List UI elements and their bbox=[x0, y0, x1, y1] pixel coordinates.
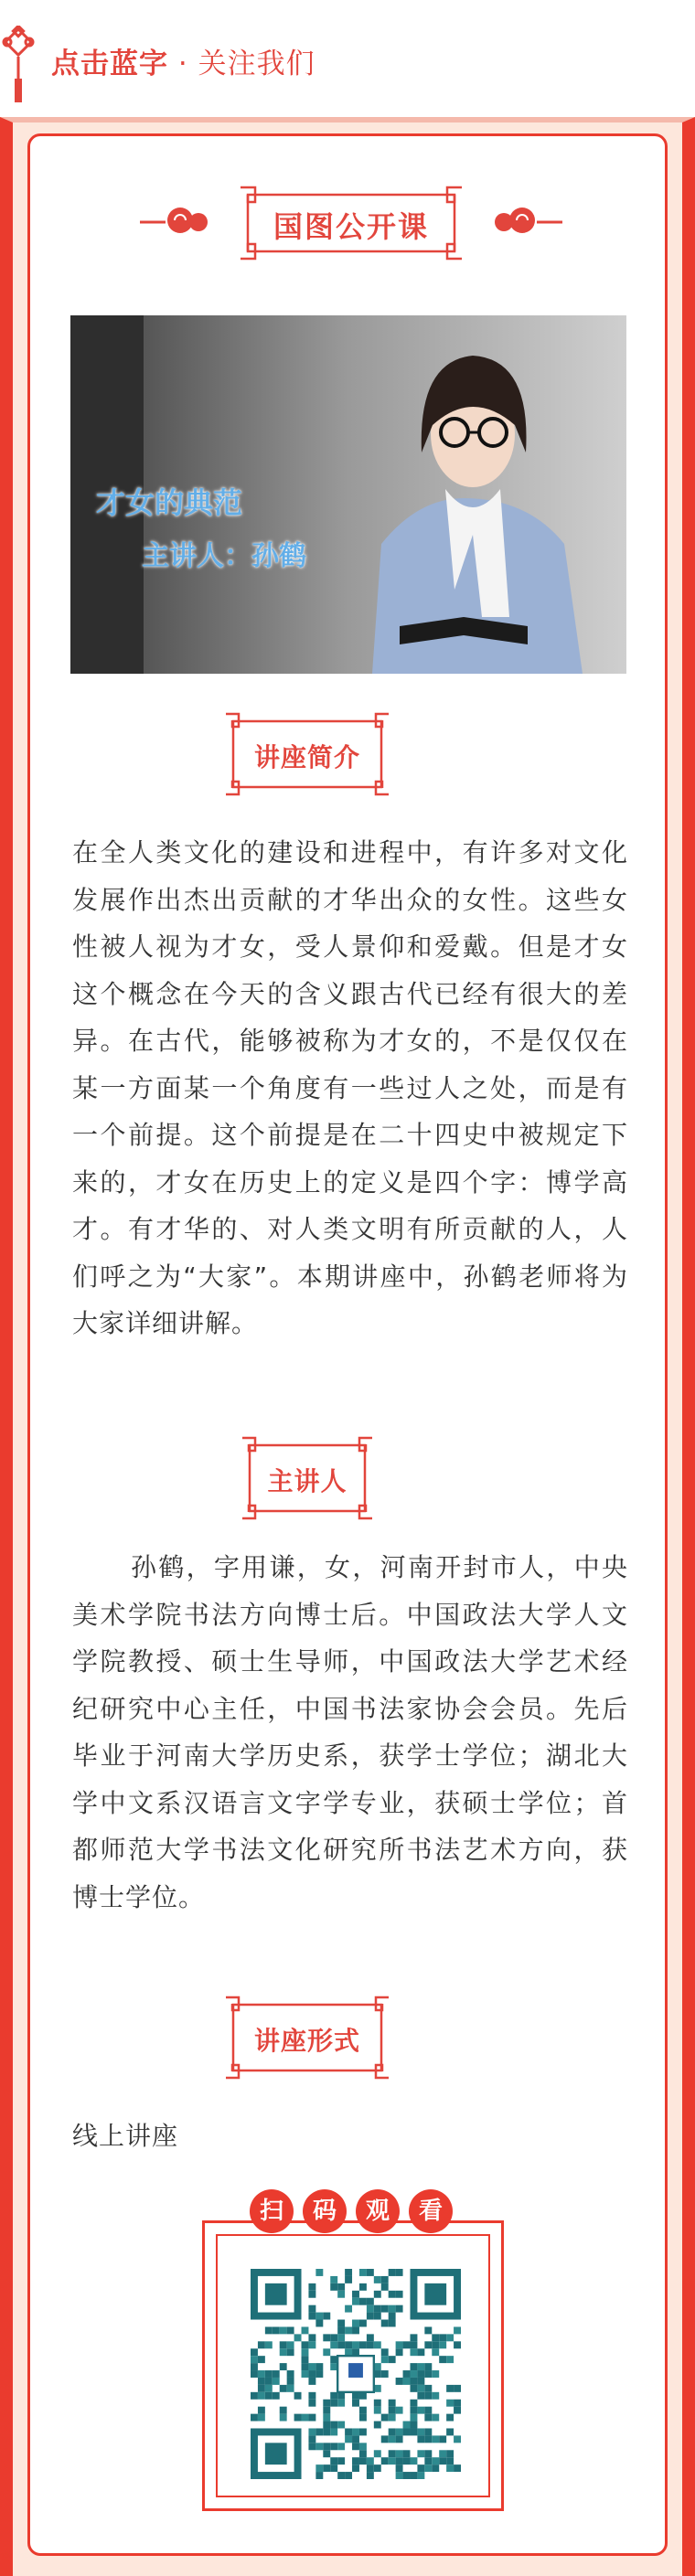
page-title: 国图公开课 bbox=[273, 209, 429, 244]
format-text: 线上讲座 bbox=[72, 2121, 179, 2151]
format-heading: 讲座形式 bbox=[253, 2026, 360, 2056]
intro-paragraph: 在全人类文化的建设和进程中，有许多对文化发展作出杰出贡献的才华出众的女性。这些女性被人视为才女，受人景仰和爱戴。但是才女这个概念在今天的含义跟古代已经有很大的差异。在古代，能够被称为才女的，不是仅仅在某一方面某一个角度有一些过人之处，而是有一个前提。这个前提是在二十四史中被规定下来的，才女在历史上的定义是四个字：博学高才。有才华的、对人类文明有所贡献的人，人们呼之为“大家”。本期讲座中，孙鹤老师将为大家详细讲解。 bbox=[72, 837, 628, 1338]
qr-inner-border bbox=[216, 2234, 490, 2497]
title-ornament-box bbox=[239, 186, 464, 261]
speaker-paragraph: 孙鹤，字用谦，女，河南开封市人，中央美术学院书法方向博士后。中国政法大学人文学院教授、硕士生导师，中国政法大学艺术经纪研究中心主任，中国书法家协会会员。先后毕业于河南大学历史系，获学士学位；湖北大学中文系汉语言文字学专业，获硕士学位；首都师范大学书法文化研究所书法艺术方向，获博士学位。 bbox=[72, 1552, 628, 1912]
heading-ornament-box bbox=[241, 1434, 374, 1522]
follow-us-banner[interactable] bbox=[51, 40, 315, 81]
heading-ornament-box bbox=[224, 710, 390, 798]
heading-ornament-box bbox=[224, 1994, 390, 2081]
follow-text: 关注我们 bbox=[198, 48, 315, 80]
section-format-heading bbox=[30, 1994, 670, 2081]
top-header bbox=[0, 0, 695, 117]
section-speaker-heading bbox=[30, 1434, 670, 1522]
qr-label-char: 码 bbox=[303, 2189, 347, 2233]
section-intro-heading bbox=[30, 710, 670, 798]
scan-to-watch-label bbox=[250, 2182, 456, 2233]
intro-heading: 讲座简介 bbox=[253, 742, 360, 772]
qr-label-char: 看 bbox=[409, 2189, 453, 2233]
lecture-title: 才女的典范 bbox=[96, 485, 243, 520]
chinese-knot-icon bbox=[2, 26, 42, 104]
speaker-heading: 主讲人 bbox=[267, 1466, 348, 1496]
article-body bbox=[27, 133, 668, 2556]
qr-code-icon[interactable] bbox=[251, 2269, 461, 2479]
click-blue-text: 点击蓝字 bbox=[51, 48, 168, 80]
content-frame bbox=[0, 117, 695, 2576]
lecture-banner-image bbox=[70, 315, 626, 674]
lecture-speaker: 主讲人：孙鹤 bbox=[142, 540, 306, 572]
qr-section bbox=[202, 2182, 504, 2511]
title-section bbox=[30, 180, 670, 262]
qr-frame bbox=[202, 2220, 504, 2511]
separator-dot: · bbox=[177, 48, 188, 80]
qr-label-char: 扫 bbox=[250, 2189, 294, 2233]
auspicious-cloud-icon bbox=[138, 204, 213, 237]
qr-label-char: 观 bbox=[356, 2189, 400, 2233]
auspicious-cloud-icon bbox=[489, 204, 564, 237]
